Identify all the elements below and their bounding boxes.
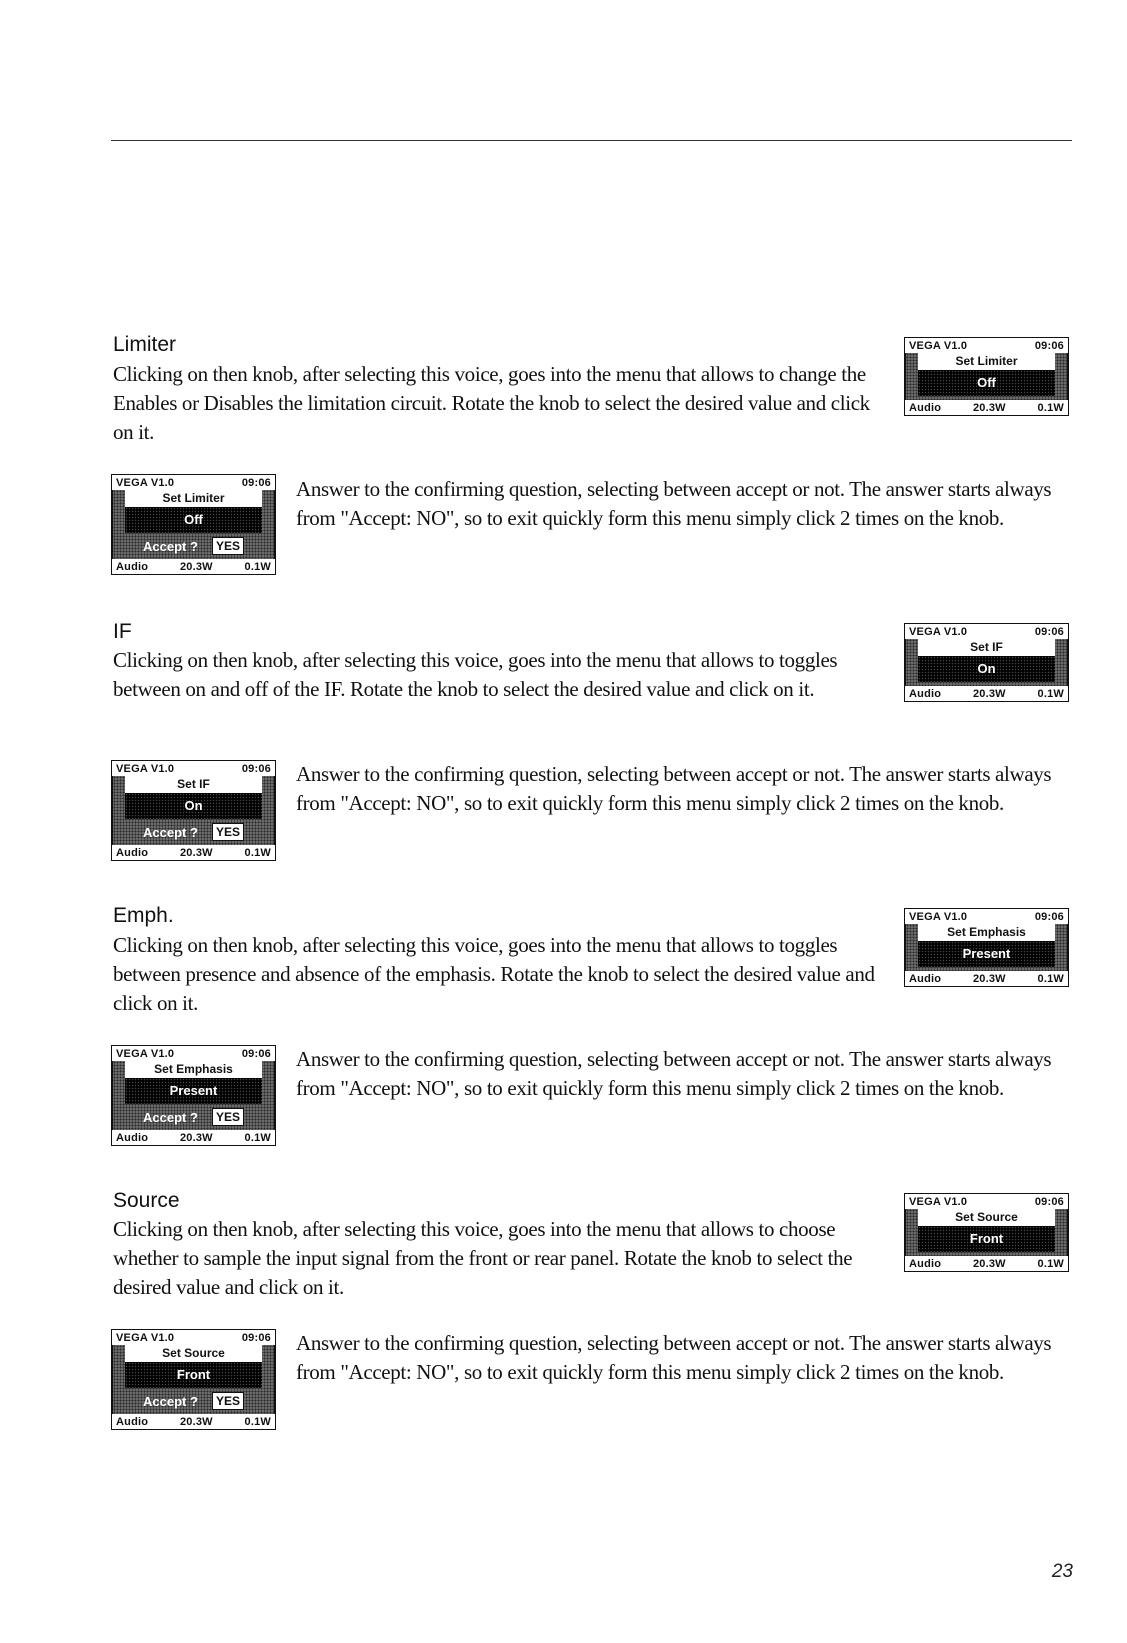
lcd-emph-accept	[111, 1045, 276, 1146]
section-heading-emph: Emph.	[113, 904, 174, 927]
confirm-text-source: Answer to the confirming question, selecting between accept or not. The answer starts always from "Accept: NO", so to exit quickly form this menu simply click 2 times on the knob.	[296, 1331, 1052, 1384]
lcd-limiter-menu	[904, 337, 1069, 416]
section-heading-limiter: Limiter	[113, 333, 177, 356]
lcd-audio-label: Audio	[116, 846, 149, 859]
section-text-if: Clicking on then knob, after selecting this voice, goes into the menu that allows to toggles between on and off of the IF. Rotate the knob to select the desired value and click on it.	[113, 648, 838, 701]
section-heading-source: Source	[113, 1189, 180, 1212]
lcd-power-reflected: 0.1W	[1037, 687, 1064, 700]
lcd-power-forward: 20.3W	[972, 401, 1006, 414]
lcd-if-menu	[904, 623, 1069, 702]
lcd-accept-label: Accept ?	[143, 1393, 198, 1409]
lcd-time: 09:06	[241, 1047, 271, 1060]
lcd-power-reflected: 0.1W	[244, 846, 271, 859]
lcd-title: Set Limiter	[918, 353, 1055, 370]
lcd-model: VEGA V1.0	[909, 910, 968, 923]
lcd-time: 09:06	[241, 1331, 271, 1344]
section-text-limiter: Clicking on then knob, after selecting this voice, goes into the menu that allows to change the Enables or Disables the limitation circuit. Rotate the knob to select the desired value and click on it.	[113, 362, 870, 444]
lcd-accept-label: Accept ?	[143, 1109, 198, 1125]
page-number: 23	[1051, 1561, 1073, 1582]
lcd-title: Set IF	[918, 639, 1055, 656]
lcd-power-forward: 20.3W	[179, 1415, 213, 1428]
lcd-title: Set Limiter	[125, 490, 262, 507]
lcd-value: Front	[918, 1226, 1055, 1252]
lcd-audio-label: Audio	[116, 1131, 149, 1144]
lcd-model: VEGA V1.0	[116, 1047, 175, 1060]
lcd-power-reflected: 0.1W	[1037, 972, 1064, 985]
lcd-title: Set IF	[125, 776, 262, 793]
lcd-yes-label: YES	[212, 537, 244, 555]
lcd-value: Off	[918, 370, 1055, 396]
lcd-value: Off	[125, 507, 262, 533]
lcd-yes-label: YES	[212, 1108, 244, 1126]
lcd-power-reflected: 0.1W	[1037, 401, 1064, 414]
lcd-title: Set Emphasis	[918, 924, 1055, 941]
lcd-value: Front	[125, 1362, 262, 1388]
lcd-power-forward: 20.3W	[972, 972, 1006, 985]
lcd-audio-label: Audio	[909, 687, 942, 700]
lcd-accept-label: Accept ?	[143, 824, 198, 840]
lcd-time: 09:06	[241, 762, 271, 775]
confirm-text-limiter: Answer to the confirming question, selecting between accept or not. The answer starts always from "Accept: NO", so to exit quickly form this menu simply click 2 times on the knob.	[296, 477, 1052, 530]
section-heading-if: IF	[113, 620, 132, 643]
lcd-accept-label: Accept ?	[143, 538, 198, 554]
lcd-power-reflected: 0.1W	[244, 1131, 271, 1144]
lcd-model: VEGA V1.0	[909, 1195, 968, 1208]
lcd-source-accept	[111, 1329, 276, 1430]
lcd-value: Present	[125, 1078, 262, 1104]
lcd-model: VEGA V1.0	[909, 339, 968, 352]
lcd-model: VEGA V1.0	[909, 625, 968, 638]
lcd-value: On	[918, 656, 1055, 682]
header-rule	[111, 140, 1072, 141]
lcd-power-reflected: 0.1W	[244, 560, 271, 573]
lcd-power-forward: 20.3W	[179, 560, 213, 573]
lcd-time: 09:06	[1034, 339, 1064, 352]
lcd-time: 09:06	[241, 476, 271, 489]
lcd-audio-label: Audio	[116, 1415, 149, 1428]
lcd-time: 09:06	[1034, 625, 1064, 638]
lcd-power-forward: 20.3W	[972, 1257, 1006, 1270]
lcd-power-forward: 20.3W	[179, 846, 213, 859]
lcd-audio-label: Audio	[909, 401, 942, 414]
section-text-source: Clicking on then knob, after selecting this voice, goes into the menu that allows to choose whether to sample the input signal from the front or rear panel. Rotate the knob to select the desired value and click on it.	[113, 1217, 853, 1299]
section-text-emph: Clicking on then knob, after selecting this voice, goes into the menu that allows to toggles between presence and absence of the emphasis. Rotate the knob to select the desired value and click on it.	[113, 933, 875, 1015]
lcd-time: 09:06	[1034, 910, 1064, 923]
lcd-model: VEGA V1.0	[116, 1331, 175, 1344]
lcd-audio-label: Audio	[909, 1257, 942, 1270]
lcd-title: Set Source	[918, 1209, 1055, 1226]
lcd-audio-label: Audio	[116, 560, 149, 573]
lcd-audio-label: Audio	[909, 972, 942, 985]
lcd-emph-menu	[904, 908, 1069, 987]
lcd-power-forward: 20.3W	[972, 687, 1006, 700]
lcd-if-accept	[111, 760, 276, 861]
lcd-power-reflected: 0.1W	[1037, 1257, 1064, 1270]
lcd-yes-label: YES	[212, 1392, 244, 1410]
lcd-yes-label: YES	[212, 823, 244, 841]
confirm-text-emph: Answer to the confirming question, selecting between accept or not. The answer starts always from "Accept: NO", so to exit quickly form this menu simply click 2 times on the knob.	[296, 1047, 1052, 1100]
lcd-title: Set Emphasis	[125, 1061, 262, 1078]
lcd-time: 09:06	[1034, 1195, 1064, 1208]
lcd-value: On	[125, 793, 262, 819]
lcd-source-menu	[904, 1193, 1069, 1272]
lcd-model: VEGA V1.0	[116, 762, 175, 775]
lcd-model: VEGA V1.0	[116, 476, 175, 489]
lcd-title: Set Source	[125, 1345, 262, 1362]
confirm-text-if: Answer to the confirming question, selecting between accept or not. The answer starts always from "Accept: NO", so to exit quickly form this menu simply click 2 times on the knob.	[296, 762, 1052, 815]
lcd-value: Present	[918, 941, 1055, 967]
lcd-power-forward: 20.3W	[179, 1131, 213, 1144]
lcd-limiter-accept	[111, 474, 276, 575]
lcd-power-reflected: 0.1W	[244, 1415, 271, 1428]
